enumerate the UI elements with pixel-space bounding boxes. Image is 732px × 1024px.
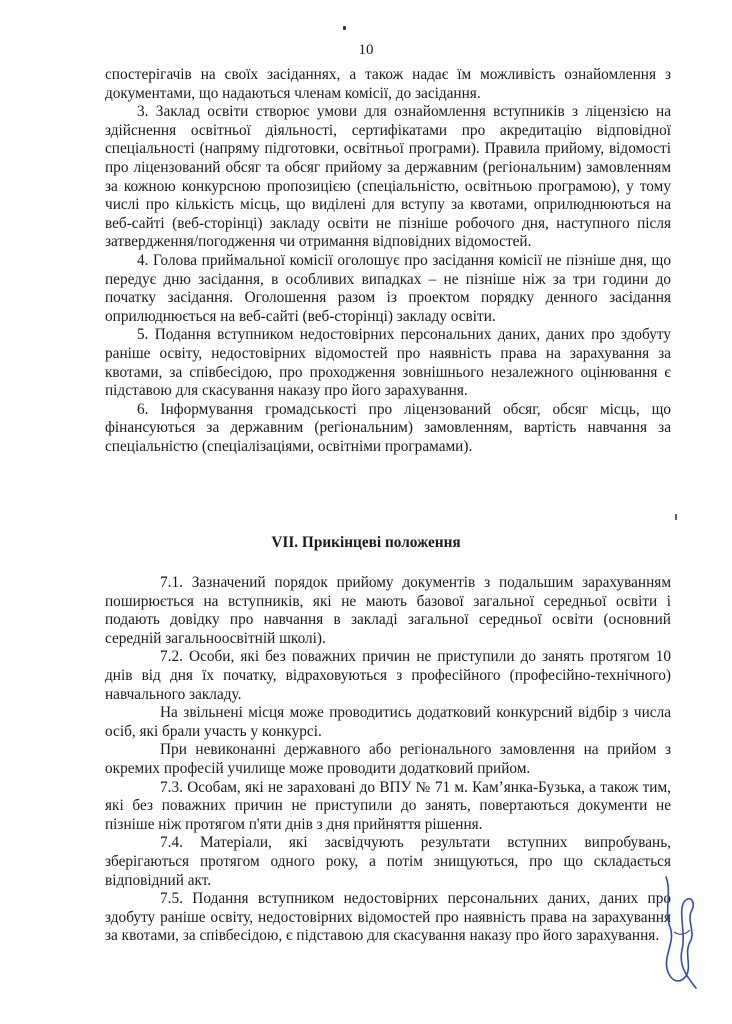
paragraph: 3. Заклад освіти створює умови для ознайомлення вступників з ліцензією на здійснення освітньої діяльності, сертифікатами про акредитацію відповідної спеціальності (напряму підготовки, освітньої програми). Правила прийому, відомості про ліцензований обсяг та обсяг прийому за державним (регіональним) замовленням за кожною конкурсною пропозицією (спеціальністю, освітньою програмою), у тому числі про кількість місць, що виділені для вступу за квотами, оприлюднюються на веб-сайті (веб-сторінці) закладу освіти не пізніше робочого дня, наступного після затвердження/погодження чи отримання відповідних відомостей. [105,103,671,251]
paragraph: На звільнені місця може проводитись додатковий конкурсний відбір з числа осіб, які брали участь у конкурсі. [105,704,671,740]
paragraph: 7.5. Подання вступником недостовірних персональних даних, даних про здобуту раніше освіту, недостовірних відомостей про наявність права на зарахування за квотами, за співбесідою, є підставою для скасування наказу про його зарахування. [105,890,671,945]
paragraph: 5. Подання вступником недостовірних персональних даних, даних про здобуту раніше освіту, недостовірних відомостей про наявність права на зарахування за квотами, за співбесідою, про проходження зовнішнього незалежного оцінювання є підставою для скасування наказу про його зарахування. [105,326,671,400]
paragraph: спостерігачів на своїх засіданнях, а також надає їм можливість ознайомлення з документами, що надаються членам комісії, до засідання. [105,66,671,102]
page-number: 10 [358,42,374,58]
section-heading: VІІ. Прикінцеві положення [271,534,461,551]
signature-icon [656,872,702,992]
paragraph: 6. Інформування громадськості про ліцензований обсяг, обсяг місць, що фінансуються за державним (регіональним) замовленням, вартість навчання за спеціальністю (спеціалізаціями, освітніми програмами). [105,400,671,455]
paragraph: 4. Голова приймальної комісії оголошує про засідання комісії не пізніше дня, що передує дню засідання, в особливих випадках – не пізніше ніж за три години до початку засідання. Оголошення разом із проектом порядку денного засідання оприлюднюється на веб-сайті (веб-сторінці) закладу освіти. [105,251,671,325]
paragraph: 7.2. Особи, які без поважних причин не приступили до занять протягом 10 днів від дня їх початку, відраховуються з професійного (професійно-технічного) навчального закладу. [105,648,671,703]
paragraph: 7.3. Особам, які не зараховані до ВПУ № 71 м. Кам’янка-Бузька, а також тим, які без поважних причин не приступили до занять, повертаються документи не пізніше ніж протягом п'яти днів з дня прийняття рішення. [105,778,671,833]
paragraph: При невиконанні державного або регіонального замовлення на прийом з окремих професій училище може проводити додатковий прийом. [105,741,671,777]
top-text-block [105,66,671,456]
scan-mark [675,514,677,520]
paragraph: 7.1. Зазначений порядок прийому документів з подальшим зарахуванням поширюється на вступників, які не мають базової загальної середньої освіти і подають довідку про навчання в закладі загальної середньої освіти (основний середній загальноосвітній школі). [105,574,671,647]
section-text-block [105,574,671,946]
scan-mark [343,26,346,30]
paragraph: 7.4. Матеріали, які засвідчують результати вступних випробувань, зберігаються протягом одного року, а потім знищуються, про що складається відповідний акт. [105,834,671,889]
